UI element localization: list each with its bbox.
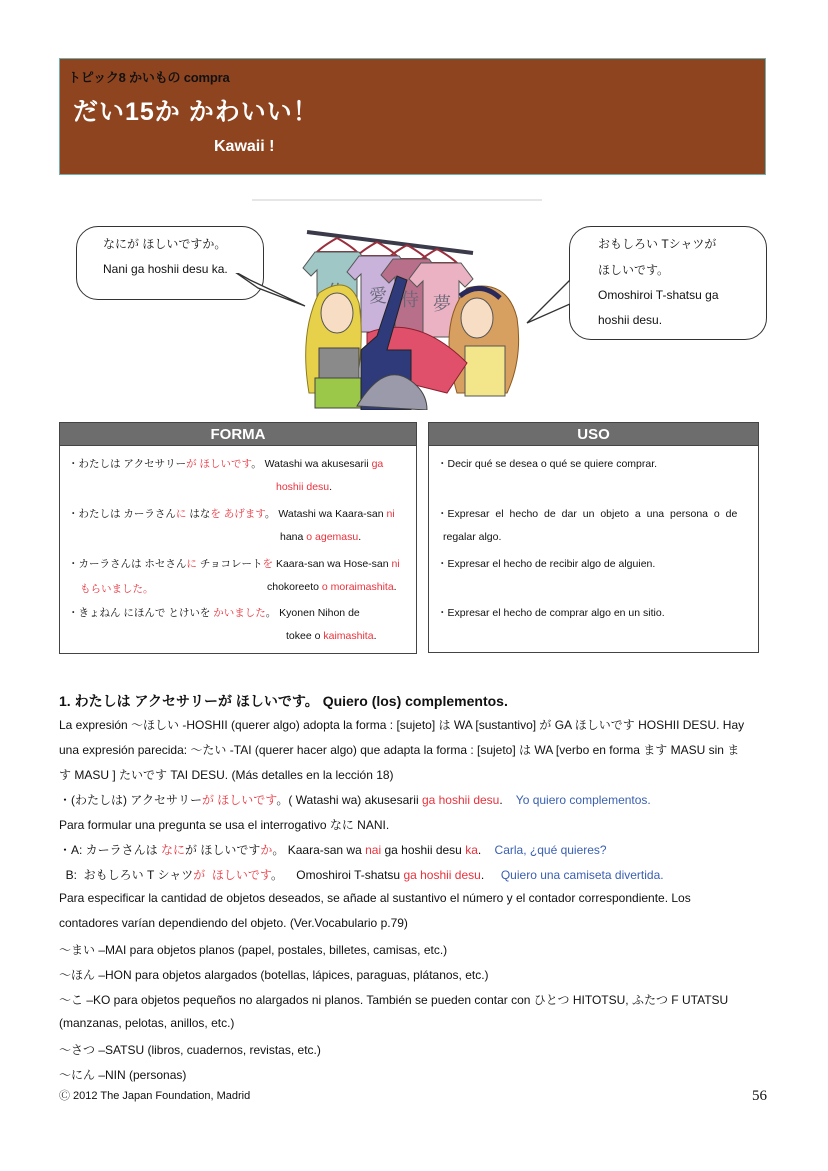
- speech-bubble-right: [569, 226, 767, 340]
- counter-hon: ～ほん –HON para objetos alargados (botellas, lápices, paraguas, plátanos, etc.): [59, 968, 489, 982]
- bubble-left-line-romaji: Nani ga hoshii desu ka.: [103, 262, 228, 276]
- uso-box: [428, 422, 759, 653]
- bubble-right-line-2: ほしいです。: [598, 263, 670, 277]
- example-2b: B: おもしろい T シャツが ほしいです。 Omoshiroi T-shatsu ga hoshii desu. Quiero una camiseta divertida.: [59, 868, 664, 882]
- bubble-left-tail: [228, 270, 308, 310]
- bubble-right-line-3: Omoshiroi T-shatsu ga: [598, 288, 719, 302]
- lesson-subtitle: Kawaii !: [214, 138, 275, 155]
- forma-row-3-line-2-jp: もらいました。: [80, 583, 154, 595]
- page-number: 56: [752, 1088, 767, 1104]
- topic-label: トピック8 かいもの compra: [68, 70, 230, 85]
- para2: Para formular una pregunta se usa el interrogativo なに NANI.: [59, 818, 390, 832]
- bubble-right-line-1: おもしろい Tシャツが: [598, 237, 717, 251]
- section-heading: 1. わたしは アクセサリーが ほしいです。 Quiero (los) complementos.: [59, 693, 508, 709]
- forma-row-4-line-1: ・きょねん にほんで とけいを かいました。 Kyonen Nihon de: [68, 607, 360, 619]
- forma-box: [59, 422, 417, 654]
- bubble-right-tail: [525, 278, 573, 330]
- svg-text:侍: 侍: [401, 290, 419, 311]
- forma-row-3-line-1: ・カーラさんは ホセさんに チョコレートを Kaara-san wa Hose-san ni: [68, 558, 400, 570]
- counter-mai: ～まい –MAI para objetos planos (papel, postales, billetes, camisas, etc.): [59, 943, 448, 957]
- para1-line-2: una expresión parecida: ～たい -TAI (querer hacer algo) que adapta la forma : [sujeto] は WA [verbo en forma ます MASU sin ま: [59, 743, 740, 757]
- bubble-right-line-4: hoshii desu.: [598, 313, 663, 327]
- counter-ko: ～こ –KO para objetos pequeños no alargados ni planos. También se pueden contar con ひとつ HITOTSU, ふたつ F UTATSU: [59, 993, 729, 1007]
- uso-item-2: ・Expresar el hecho de dar un objeto a una persona o de: [437, 508, 738, 520]
- uso-item-2-cont: regalar algo.: [443, 531, 502, 543]
- shopping-illustration: [297, 218, 527, 410]
- forma-header: FORMA: [60, 423, 416, 446]
- forma-row-1-line-1: ・わたしは アクセサリーが ほしいです。 Watashi wa akusesarii ga: [68, 458, 384, 470]
- para1-line-1: La expresión ～ほしい -HOSHII (querer algo) adopta la forma : [sujeto] は WA [sustantivo] が GA ほしいです HOSHII DESU. Hay: [59, 718, 745, 732]
- para3-line-1: Para especificar la cantidad de objetos deseados, se añade al sustantivo el número y el contador correspondiente. Los: [59, 891, 691, 905]
- example-1: ・(わたしは) アクセサリーが ほしいです。( Watashi wa) akusesarii ga hoshii desu. Yo quiero complementos.: [59, 793, 651, 807]
- forma-row-3-line-2: chokoreeto o moraimashita.: [267, 581, 397, 593]
- para1-line-3: す MASU ] たいです TAI DESU. (Más detalles en la lección 18): [59, 768, 394, 782]
- uso-item-1: ・Decir qué se desea o qué se quiere comprar.: [437, 458, 658, 470]
- counter-ko-cont: (manzanas, pelotas, anillos, etc.): [59, 1016, 235, 1030]
- lesson-banner: [59, 58, 766, 175]
- uso-header: USO: [429, 423, 758, 446]
- para3-line-2: contadores varían dependiendo del objeto. (Ver.Vocabulario p.79): [59, 916, 408, 930]
- bubble-left-line-jp: なにが ほしいですか。: [103, 237, 227, 251]
- uso-item-4: ・Expresar el hecho de comprar algo en un sitio.: [437, 607, 665, 619]
- counter-satsu: ～さつ –SATSU (libros, cuadernos, revistas, etc.): [59, 1043, 321, 1057]
- lesson-title: だい15か かわいい！: [73, 98, 319, 126]
- counter-nin: ～にん –NIN (personas): [59, 1068, 187, 1082]
- divider: [252, 199, 542, 201]
- svg-text:愛: 愛: [369, 286, 387, 307]
- forma-row-1-line-2: hoshii desu.: [276, 481, 333, 493]
- example-2a: ・A: カーラさんは なにが ほしいですか。 Kaara-san wa nai ga hoshii desu ka. Carla, ¿qué quieres?: [59, 843, 607, 857]
- copyright: Ⓒ 2012 The Japan Foundation, Madrid: [59, 1090, 251, 1102]
- forma-row-2-line-1: ・わたしは カーラさんに はなを あげます。 Watashi wa Kaara-san ni: [68, 508, 395, 520]
- forma-row-2-line-2: hana o agemasu.: [280, 531, 362, 543]
- forma-row-4-line-2: tokee o kaimashita.: [286, 630, 377, 642]
- svg-text:夢: 夢: [433, 294, 451, 315]
- uso-item-3: ・Expresar el hecho de recibir algo de alguien.: [437, 558, 656, 570]
